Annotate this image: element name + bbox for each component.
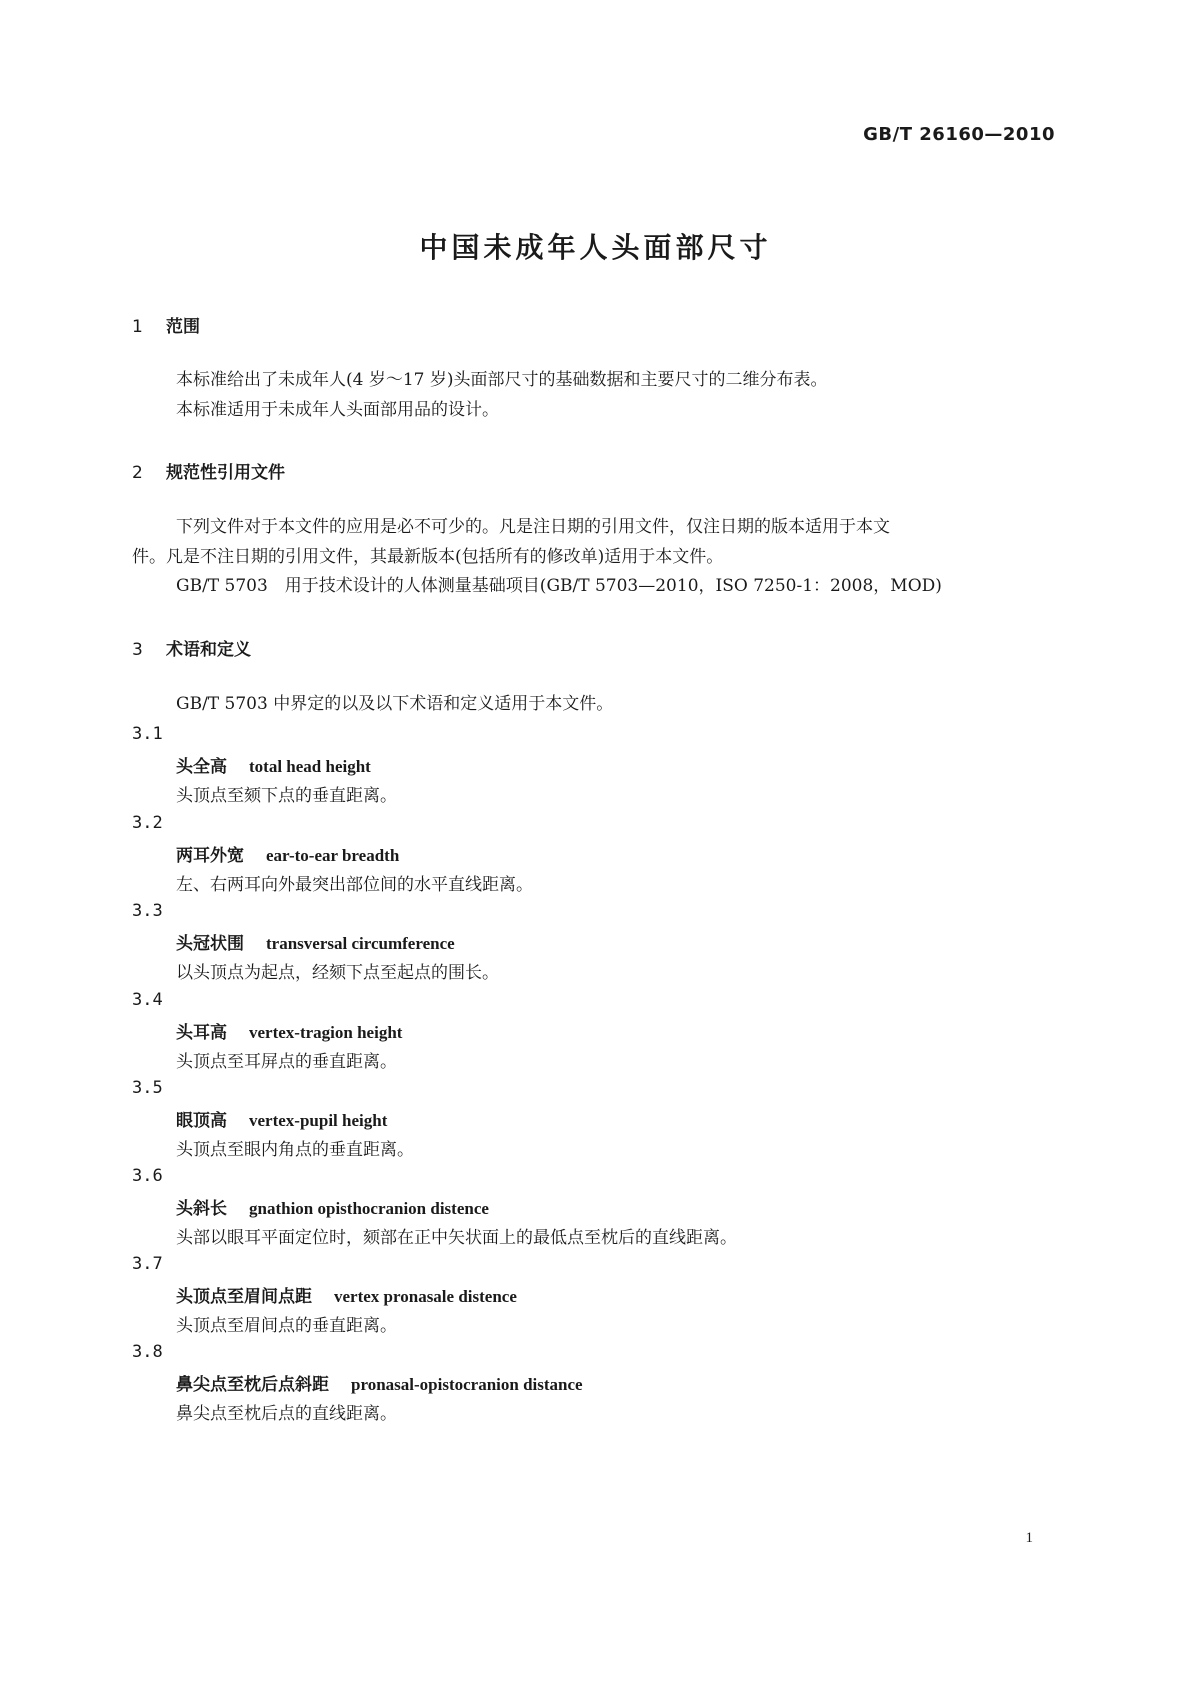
term-en: ear-to-ear breadth [266, 846, 400, 865]
term-definition: 头顶点至眼内角点的垂直距离。 [176, 1140, 414, 1160]
references-paragraph-line-1: 下列文件对于本文件的应用是必不可少的。凡是注日期的引用文件，仅注日期的版本适用于本文 [176, 517, 890, 537]
term-en: pronasal-opistocranion distance [351, 1375, 583, 1394]
section-number: 2 [132, 463, 143, 483]
term-zh: 头耳高 [176, 1023, 227, 1043]
term-number: 3.1 [132, 724, 163, 744]
terms-intro-paragraph: GB/T 5703 中界定的以及以下术语和定义适用于本文件。 [176, 694, 614, 714]
term-zh: 两耳外宽 [176, 846, 244, 866]
term-definition: 头部以眼耳平面定位时，颏部在正中矢状面上的最低点至枕后的直线距离。 [176, 1228, 737, 1248]
term-definition: 鼻尖点至枕后点的直线距离。 [176, 1404, 397, 1424]
term-number: 3.7 [132, 1254, 163, 1274]
term-name [176, 841, 399, 866]
scope-paragraph-2: 本标准适用于未成年人头面部用品的设计。 [176, 400, 499, 420]
reference-entry: GB/T 5703 用于技术设计的人体测量基础项目(GB/T 5703—2010，ISO 7250-1：2008，MOD) [176, 576, 942, 596]
term-name [176, 1194, 489, 1219]
term-zh: 头冠状围 [176, 934, 244, 954]
term-zh: 头顶点至眉间点距 [176, 1287, 312, 1307]
references-paragraph-line-2: 件。凡是不注日期的引用文件，其最新版本(包括所有的修改单)适用于本文件。 [132, 547, 724, 567]
term-number: 3.8 [132, 1342, 163, 1362]
scope-paragraph-1: 本标准给出了未成年人(4 岁～17 岁)头面部尺寸的基础数据和主要尺寸的二维分布表。 [176, 370, 828, 390]
standard-code: GB/T 26160—2010 [863, 124, 1055, 145]
term-en: vertex pronasale distence [334, 1287, 517, 1306]
page-number: 1 [1025, 1530, 1033, 1546]
term-definition: 头顶点至颏下点的垂直距离。 [176, 786, 397, 806]
term-number: 3.6 [132, 1166, 163, 1186]
term-name [176, 1282, 517, 1307]
term-en: total head height [249, 757, 371, 776]
section-heading-scope [132, 312, 200, 337]
section-title: 术语和定义 [166, 640, 251, 660]
term-definition: 左、右两耳向外最突出部位间的水平直线距离。 [176, 875, 533, 895]
term-definition: 头顶点至耳屏点的垂直距离。 [176, 1052, 397, 1072]
document-title: 中国未成年人头面部尺寸 [419, 231, 772, 264]
term-zh: 头全高 [176, 757, 227, 777]
section-heading-terms-definitions [132, 635, 251, 660]
term-zh: 头斜长 [176, 1199, 227, 1219]
term-en: transversal circumference [266, 934, 455, 953]
term-en: gnathion opisthocranion distence [249, 1199, 489, 1218]
term-name [176, 752, 371, 777]
term-number: 3.4 [132, 990, 163, 1010]
term-name [176, 1106, 387, 1131]
term-number: 3.5 [132, 1078, 163, 1098]
term-number: 3.2 [132, 813, 163, 833]
section-heading-normative-references [132, 458, 285, 483]
term-zh: 鼻尖点至枕后点斜距 [176, 1375, 329, 1395]
term-number: 3.3 [132, 901, 163, 921]
term-zh: 眼顶高 [176, 1111, 227, 1131]
section-title: 规范性引用文件 [166, 463, 285, 483]
section-number: 1 [132, 317, 143, 337]
term-definition: 头顶点至眉间点的垂直距离。 [176, 1316, 397, 1336]
term-name [176, 1370, 583, 1395]
term-name [176, 929, 455, 954]
term-definition: 以头顶点为起点，经颏下点至起点的围长。 [176, 963, 499, 983]
term-en: vertex-pupil height [249, 1111, 388, 1130]
term-name [176, 1018, 402, 1043]
section-number: 3 [132, 640, 143, 660]
term-en: vertex-tragion height [249, 1023, 403, 1042]
section-title: 范围 [166, 317, 200, 337]
